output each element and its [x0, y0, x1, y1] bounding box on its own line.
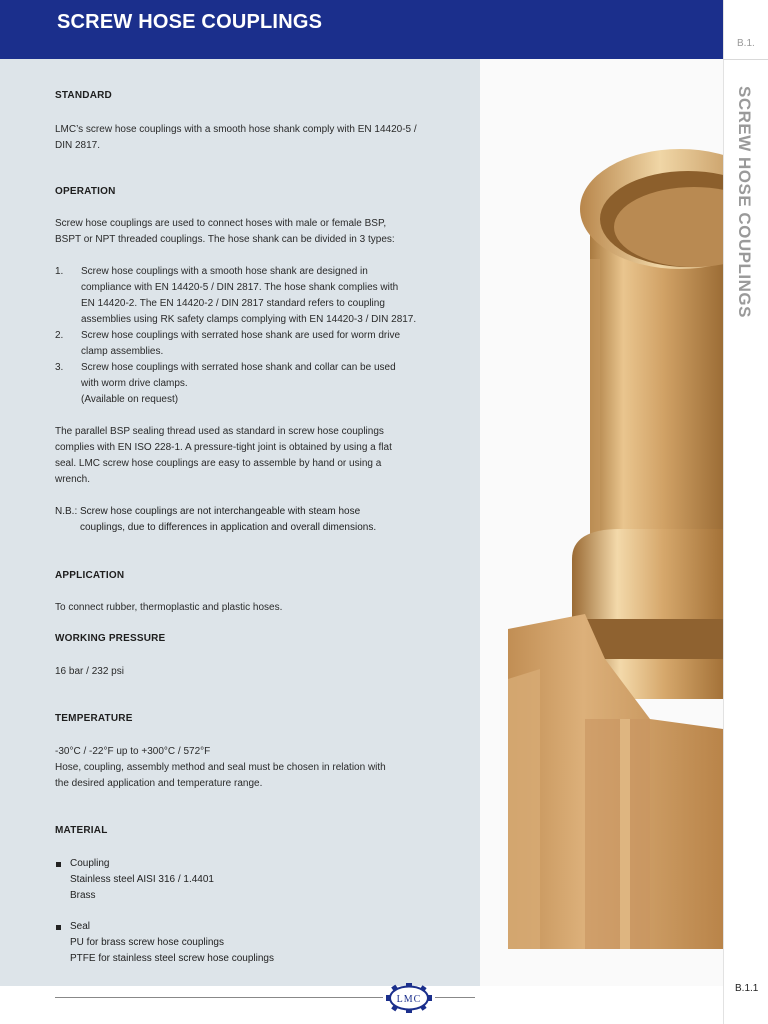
page-number: B.1.1 — [735, 983, 759, 994]
item-number: 1. — [55, 266, 64, 277]
operation-item-3 — [55, 360, 431, 408]
operation-item-1 — [55, 264, 431, 328]
sidebar-vertical-title: SCREW HOSE COUPLINGS — [735, 86, 754, 318]
application-text: To connect rubber, thermoplastic and plastic hoses. — [55, 602, 283, 613]
paragraph-line: complies with EN ISO 228-1. A pressure-tight joint is obtained by using a flat — [55, 442, 392, 453]
item-line: (Available on request) — [81, 394, 179, 405]
item-number: 2. — [55, 330, 64, 341]
lmc-logo — [383, 983, 435, 1013]
standard-line: DIN 2817. — [55, 140, 101, 151]
temperature-line: -30°C / -22°F up to +300°C / 572°F — [55, 746, 211, 757]
temperature-heading: TEMPERATURE — [55, 713, 133, 724]
nb-label: N.B.: — [55, 506, 78, 517]
operation-paragraph — [55, 424, 431, 488]
nb-note — [55, 504, 431, 536]
nb-line: couplings, due to differences in application and overall dimensions. — [80, 522, 377, 533]
paragraph-line: wrench. — [55, 474, 91, 485]
brass-coupling-image — [480, 59, 723, 986]
item-number: 3. — [55, 362, 64, 373]
item-line: compliance with EN 14420-5 / DIN 2817. The hose shank complies with — [81, 282, 399, 293]
working-pressure-heading: WORKING PRESSURE — [55, 633, 166, 644]
nb-line: Screw hose couplings are not interchangeable with steam hose — [80, 506, 361, 517]
item-line: with worm drive clamps. — [81, 378, 188, 389]
item-line: EN 14420-2. The EN 14420-2 / DIN 2817 standard refers to coupling — [81, 298, 385, 309]
header-bar — [0, 0, 723, 59]
operation-intro-line: Screw hose couplings are used to connect hoses with male or female BSP, — [55, 218, 387, 229]
material-heading: MATERIAL — [55, 825, 108, 836]
footer-rule — [435, 997, 475, 998]
material-line: Stainless steel AISI 316 / 1.4401 — [70, 874, 214, 885]
page-title: SCREW HOSE COUPLINGS — [57, 11, 323, 33]
material-line: Seal — [70, 921, 91, 932]
working-pressure-text: 16 bar / 232 psi — [55, 666, 124, 677]
coupling-photo — [480, 59, 723, 986]
operation-item-2 — [55, 328, 431, 360]
standard-line: LMC’s screw hose couplings with a smooth hose shank comply with EN 14420-5 / — [55, 124, 417, 135]
footer-rule — [55, 997, 383, 998]
material-line: PTFE for stainless steel screw hose couplings — [70, 953, 274, 964]
temperature-text — [55, 744, 431, 792]
operation-intro — [55, 216, 431, 248]
application-heading: APPLICATION — [55, 570, 125, 581]
item-line: Screw hose couplings with a smooth hose shank are designed in — [81, 266, 368, 277]
material-item-coupling — [56, 856, 356, 904]
bullet-icon — [56, 862, 61, 867]
temperature-line: the desired application and temperature range. — [55, 778, 263, 789]
item-line: clamp assemblies. — [81, 346, 164, 357]
item-line: assemblies using RK safety clamps complying with EN 14420-3 / DIN 2817. — [81, 314, 417, 325]
standard-heading: STANDARD — [55, 90, 112, 101]
operation-heading: OPERATION — [55, 186, 116, 197]
material-item-seal — [56, 919, 356, 967]
paragraph-line: seal. LMC screw hose couplings are easy to assemble by hand or using a — [55, 458, 382, 469]
paragraph-line: The parallel BSP sealing thread used as standard in screw hose couplings — [55, 426, 384, 437]
temperature-line: Hose, coupling, assembly method and seal must be chosen in relation with — [55, 762, 386, 773]
logo-text: LMC — [396, 994, 422, 1005]
section-code: B.1. — [737, 38, 755, 49]
standard-text — [55, 122, 431, 154]
material-line: Brass — [70, 890, 96, 901]
material-line: Coupling — [70, 858, 110, 869]
material-line: PU for brass screw hose couplings — [70, 937, 224, 948]
bullet-icon — [56, 925, 61, 930]
sidebar-divider — [723, 59, 768, 60]
item-line: Screw hose couplings with serrated hose shank and collar can be used — [81, 362, 396, 373]
item-line: Screw hose couplings with serrated hose shank are used for worm drive — [81, 330, 401, 341]
operation-intro-line: BSPT or NPT threaded couplings. The hose shank can be divided in 3 types: — [55, 234, 395, 245]
